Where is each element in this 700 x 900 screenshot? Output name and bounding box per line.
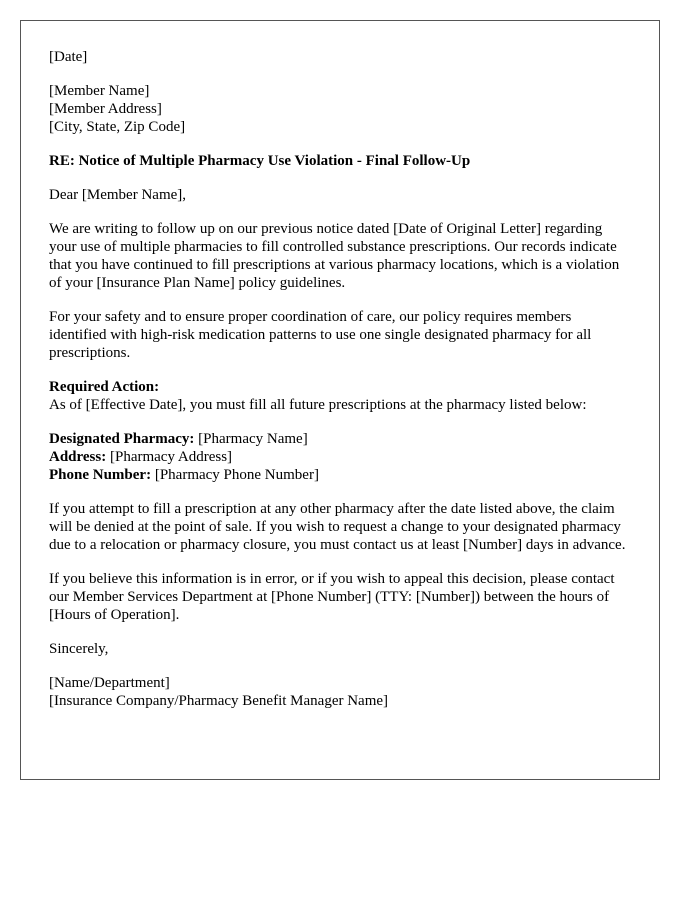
pharmacy-phone-value: [Pharmacy Phone Number]: [151, 467, 319, 483]
paragraph-follow-up: We are writing to follow up on our previous notice dated [Date of Original Letter] regarding your use of multiple pharmacies to fill controlled substance prescriptions. Our records indicate that you have continued to fill prescriptions at various pharmacy locations, which is a violation of your [Insurance Plan Name] policy guidelines.: [49, 221, 620, 291]
pharmacy-name-line: [49, 430, 631, 448]
paragraph-policy: For your safety and to ensure proper coordination of care, our policy requires members identified with high-risk medication patterns to use one single designated pharmacy for all prescriptions.: [49, 309, 592, 361]
pharmacy-phone-line: [49, 466, 631, 484]
recipient-name: [Member Name]: [49, 83, 150, 99]
paragraph-appeal: If you believe this information is in error, or if you wish to appeal this decision, please contact our Member Services Department at [Phone Number] (TTY: [Number]) between the hours of [Hours of Operation].: [49, 571, 615, 623]
recipient-address: [Member Address]: [49, 101, 162, 117]
closing: Sincerely,: [49, 641, 109, 657]
signature-company: [Insurance Company/Pharmacy Benefit Manager Name]: [49, 693, 389, 709]
required-action-heading: Required Action:: [49, 379, 160, 395]
letter-date: [49, 48, 631, 66]
paragraph-denial-warning: If you attempt to fill a prescription at any other pharmacy after the date listed above, the claim will be denied at the point of sale. If you wish to request a change to your designated pharmacy due to a relocation or pharmacy closure, you must contact us at least [Number] days in advance.: [49, 501, 626, 553]
subject-line: RE: Notice of Multiple Pharmacy Use Violation - Final Follow-Up: [49, 153, 471, 169]
required-action-text: As of [Effective Date], you must fill all future prescriptions at the pharmacy listed below:: [49, 397, 587, 413]
recipient-address-block: [49, 82, 631, 136]
date-text: [Date]: [49, 49, 88, 65]
pharmacy-details-block: [49, 430, 631, 484]
signature-name-department: [Name/Department]: [49, 675, 170, 691]
pharmacy-address-value: [Pharmacy Address]: [106, 449, 233, 465]
required-action-block: [49, 378, 631, 414]
recipient-city-state-zip: [City, State, Zip Code]: [49, 119, 186, 135]
pharmacy-address-line: [49, 448, 631, 466]
pharmacy-address-label: Address:: [49, 449, 107, 465]
salutation: Dear [Member Name],: [49, 187, 187, 203]
pharmacy-phone-label: Phone Number:: [49, 467, 152, 483]
pharmacy-name-value: [Pharmacy Name]: [194, 431, 308, 447]
letter-page: [20, 20, 660, 780]
pharmacy-name-label: Designated Pharmacy:: [49, 431, 195, 447]
signature-block: [49, 674, 631, 710]
